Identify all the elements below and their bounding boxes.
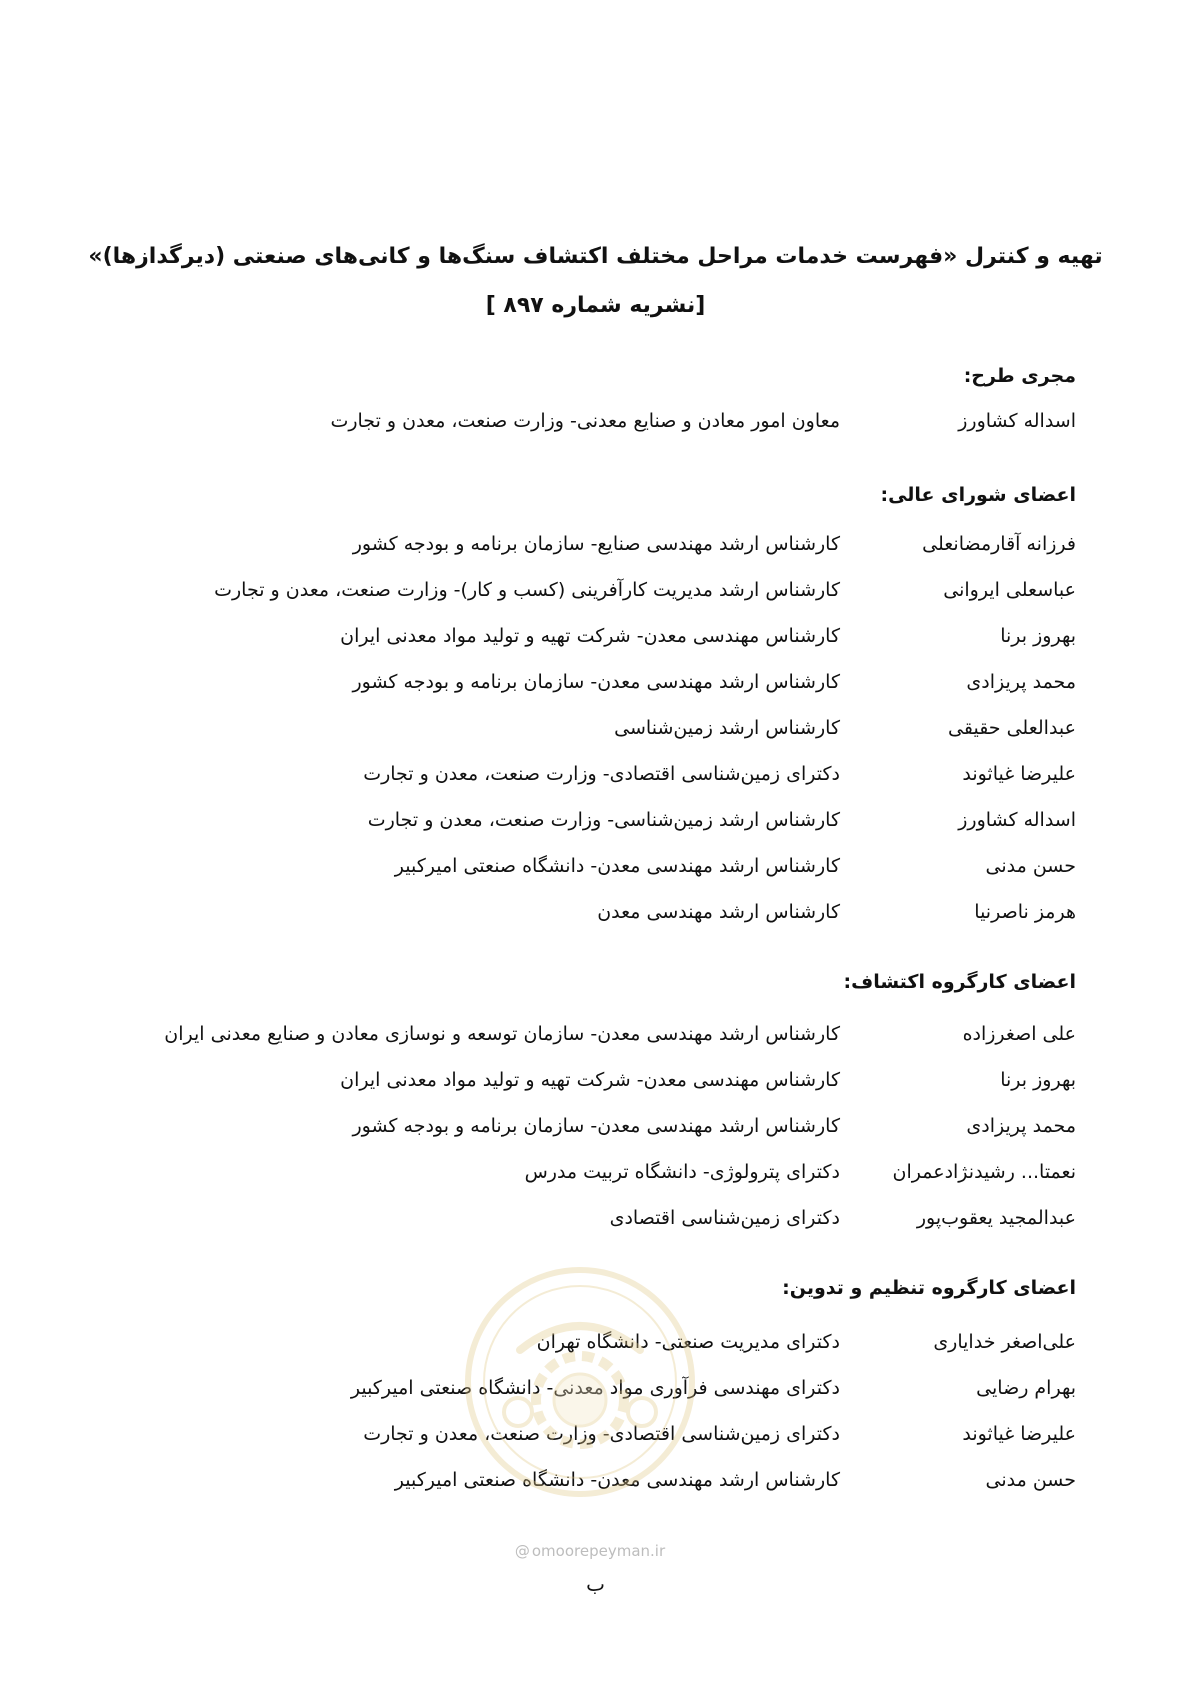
member-affiliation: دکترای زمین‌شناسی اقتصادی- وزارت صنعت، معدن و تجارت bbox=[363, 763, 840, 785]
member-affiliation: کارشناس ارشد زمین‌شناسی bbox=[614, 717, 840, 739]
member-affiliation: کارشناس مهندسی معدن- شرکت تهیه و تولید مواد معدنی ایران bbox=[340, 1069, 840, 1091]
publication-number: [نشریه شماره ۸۹۷ ] bbox=[485, 293, 706, 318]
member-affiliation: کارشناس مهندسی معدن- شرکت تهیه و تولید مواد معدنی ایران bbox=[340, 625, 840, 647]
section-heading-exploration-group: اعضای کارگروه اکتشاف: bbox=[843, 971, 1076, 993]
member-row bbox=[0, 1023, 1191, 1053]
member-affiliation: دکترای مدیریت صنعتی- دانشگاه تهران bbox=[536, 1331, 840, 1353]
member-affiliation: کارشناس ارشد مهندسی معدن bbox=[597, 901, 840, 923]
member-affiliation: کارشناس ارشد مهندسی معدن- دانشگاه صنعتی امیرکبیر bbox=[394, 1469, 840, 1491]
member-row bbox=[0, 855, 1191, 885]
member-name: علی اصغرزاده bbox=[962, 1023, 1076, 1045]
member-name: حسن مدنی bbox=[985, 1469, 1076, 1491]
member-affiliation: کارشناس ارشد مهندسی معدن- سازمان برنامه و بودجه کشور bbox=[352, 1115, 840, 1137]
member-row bbox=[0, 1469, 1191, 1499]
section-heading-project-executor: مجری طرح: bbox=[963, 365, 1076, 387]
member-name: هرمز ناصرنیا bbox=[974, 901, 1076, 923]
member-name: علی‌اصغر خدایاری bbox=[933, 1331, 1076, 1353]
member-row bbox=[0, 410, 1191, 440]
member-affiliation: دکترای زمین‌شناسی اقتصادی- وزارت صنعت، معدن و تجارت bbox=[363, 1423, 840, 1445]
member-name: عبدالعلی حقیقی bbox=[948, 717, 1076, 739]
member-affiliation: کارشناس ارشد مهندسی صنایع- سازمان برنامه و بودجه کشور bbox=[352, 533, 840, 555]
member-affiliation: کارشناس ارشد مهندسی معدن- سازمان توسعه و نوسازی معادن و صنایع معدنی ایران bbox=[164, 1023, 840, 1045]
member-name: علیرضا غیاثوند bbox=[962, 763, 1076, 785]
member-name: محمد پریزادی bbox=[966, 671, 1076, 693]
member-row bbox=[0, 625, 1191, 655]
member-name: فرزانه آقارمضانعلی bbox=[922, 533, 1076, 555]
member-row bbox=[0, 1069, 1191, 1099]
member-row bbox=[0, 1423, 1191, 1453]
member-affiliation: کارشناس ارشد زمین‌شناسی- وزارت صنعت، معدن و تجارت bbox=[367, 809, 840, 831]
member-affiliation: دکترای مهندسی فرآوری مواد معدنی- دانشگاه صنعتی امیرکبیر bbox=[350, 1377, 840, 1399]
member-row bbox=[0, 763, 1191, 793]
member-affiliation: کارشناس ارشد مهندسی معدن- سازمان برنامه و بودجه کشور bbox=[352, 671, 840, 693]
member-name: عبدالمجید یعقوب‌پور bbox=[916, 1207, 1076, 1229]
watermark-url bbox=[500, 1542, 680, 1560]
member-name: عباسعلی ایروانی bbox=[943, 579, 1076, 601]
member-row bbox=[0, 533, 1191, 563]
section-heading-compilation-group: اعضای کارگروه تنظیم و تدوین: bbox=[782, 1277, 1076, 1299]
member-name: نعمتا... رشیدنژادعمران bbox=[892, 1161, 1076, 1183]
member-name: بهروز برنا bbox=[1000, 1069, 1076, 1091]
at-icon: @ bbox=[514, 1542, 530, 1560]
member-name: بهرام رضایی bbox=[976, 1377, 1076, 1399]
watermark-url-text: omoorepeyman.ir bbox=[531, 1542, 666, 1560]
member-row bbox=[0, 1207, 1191, 1237]
page-number: ب bbox=[586, 1572, 605, 1596]
member-name: اسداله کشاورز bbox=[958, 410, 1076, 432]
member-affiliation: دکترای پترولوژی- دانشگاه تربیت مدرس bbox=[524, 1161, 840, 1183]
member-row bbox=[0, 671, 1191, 701]
member-name: اسداله کشاورز bbox=[958, 809, 1076, 831]
member-affiliation: معاون امور معادن و صنایع معدنی- وزارت صنعت، معدن و تجارت bbox=[330, 410, 840, 432]
member-affiliation: کارشناس ارشد مدیریت کارآفرینی (کسب و کار)- وزارت صنعت، معدن و تجارت bbox=[214, 579, 840, 601]
member-row bbox=[0, 1161, 1191, 1191]
member-name: علیرضا غیاثوند bbox=[962, 1423, 1076, 1445]
member-row bbox=[0, 717, 1191, 747]
member-row bbox=[0, 901, 1191, 931]
document-title: تهیه و کنترل «فهرست خدمات مراحل مختلف اکتشاف سنگ‌ها و کانی‌های صنعتی (دیرگدازها)» bbox=[88, 244, 1103, 269]
member-affiliation: دکترای زمین‌شناسی اقتصادی bbox=[609, 1207, 840, 1229]
member-name: حسن مدنی bbox=[985, 855, 1076, 877]
member-row bbox=[0, 1377, 1191, 1407]
member-row bbox=[0, 809, 1191, 839]
member-affiliation: کارشناس ارشد مهندسی معدن- دانشگاه صنعتی امیرکبیر bbox=[394, 855, 840, 877]
member-row bbox=[0, 579, 1191, 609]
member-row bbox=[0, 1331, 1191, 1361]
member-row bbox=[0, 1115, 1191, 1145]
member-name: محمد پریزادی bbox=[966, 1115, 1076, 1137]
section-heading-high-council: اعضای شورای عالی: bbox=[880, 484, 1076, 506]
member-name: بهروز برنا bbox=[1000, 625, 1076, 647]
